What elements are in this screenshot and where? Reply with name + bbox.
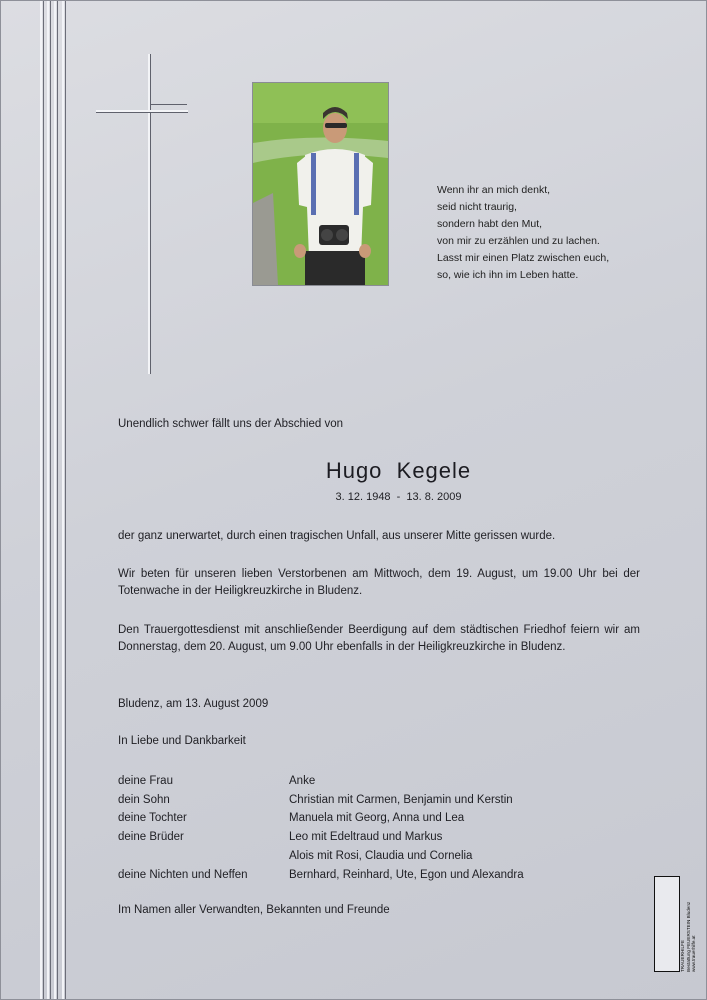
portrait-illustration (253, 83, 388, 285)
closing-line: Im Namen aller Verwandten, Bekannten und Freunde (118, 904, 390, 916)
poem-line: von mir zu erzählen und zu lachen. (437, 235, 600, 247)
intro-text: Unendlich schwer fällt uns der Abschied von (118, 418, 344, 430)
family-relation: deine Frau (118, 775, 173, 787)
portrait-photo (252, 82, 389, 286)
memorial-poem (437, 182, 609, 284)
logo-box (654, 876, 680, 972)
cross-vertical-bar (148, 54, 151, 374)
logo-line: Bestattung FEUERSTEIN Bludenz (685, 901, 691, 972)
family-names: Bernhard, Reinhard, Ute, Egon und Alexandra (289, 868, 524, 881)
family-row (118, 847, 524, 866)
cross-horizontal-bar (96, 110, 188, 113)
poem-line: Wenn ihr an mich denkt, (437, 184, 551, 196)
poem-line: seid nicht traurig, (437, 201, 517, 213)
family-relation: deine Tochter (118, 812, 187, 825)
family-relation: dein Sohn (118, 793, 170, 806)
deceased-name: Hugo Kegele (325, 458, 472, 483)
paragraph-trauergottesdienst: Den Trauergottesdienst mit anschließender Beerdigung auf dem städtischen Friedhof feiern wir am Donnerstag, dem 20. August, um 9.00 Uhr ebenfalls in der Heiligkreuzkirche in Bludenz. (118, 624, 640, 653)
family-row (118, 772, 524, 791)
family-relation (118, 847, 289, 866)
family-list (118, 772, 524, 884)
love-line: In Liebe und Dankbarkeit (118, 735, 246, 747)
logo-text (680, 902, 697, 972)
family-names: Manuela mit Georg, Anna und Lea (289, 812, 465, 825)
family-row (118, 866, 524, 885)
cross-shadow-line (151, 104, 187, 105)
poem-line: sondern habt den Mut, (437, 218, 543, 230)
poem-line: Lasst mir einen Platz zwischen euch, (437, 252, 610, 264)
deceased-name-row (0, 458, 707, 484)
family-names: Leo mit Edeltraud und Markus (289, 831, 443, 844)
funeral-home-logo (654, 876, 697, 976)
family-names: Alois mit Rosi, Claudia und Cornelia (289, 849, 473, 862)
family-relation: deine Brüder (118, 831, 184, 844)
life-dates: 3. 12. 1948 - 13. 8. 2009 (335, 491, 462, 503)
paragraph-totenwache: Wir beten für unseren lieben Verstorbenen am Mittwoch, dem 19. August, um 19.00 Uhr bei der Totenwache in der Heiligkreuzkirche in Bludenz. (118, 568, 640, 597)
place-and-date: Bludenz, am 13. August 2009 (118, 698, 269, 710)
paragraph-unfall: der ganz unerwartet, durch einen tragischen Unfall, aus unserer Mitte gerissen wurde. (118, 530, 556, 542)
logo-line: www.trauerhilfe.at (691, 935, 697, 972)
family-relation: deine Nichten und Neffen (118, 868, 248, 881)
family-row (118, 809, 524, 828)
family-row (118, 828, 524, 847)
family-names: Christian mit Carmen, Benjamin und Kerstin (289, 793, 513, 806)
logo-line: TRAUERHILFE (680, 940, 685, 972)
family-row (118, 791, 524, 810)
poem-line: so, wie ich ihn im Leben hatte. (437, 269, 579, 281)
family-names: Anke (289, 775, 316, 787)
life-dates-row (0, 491, 707, 503)
